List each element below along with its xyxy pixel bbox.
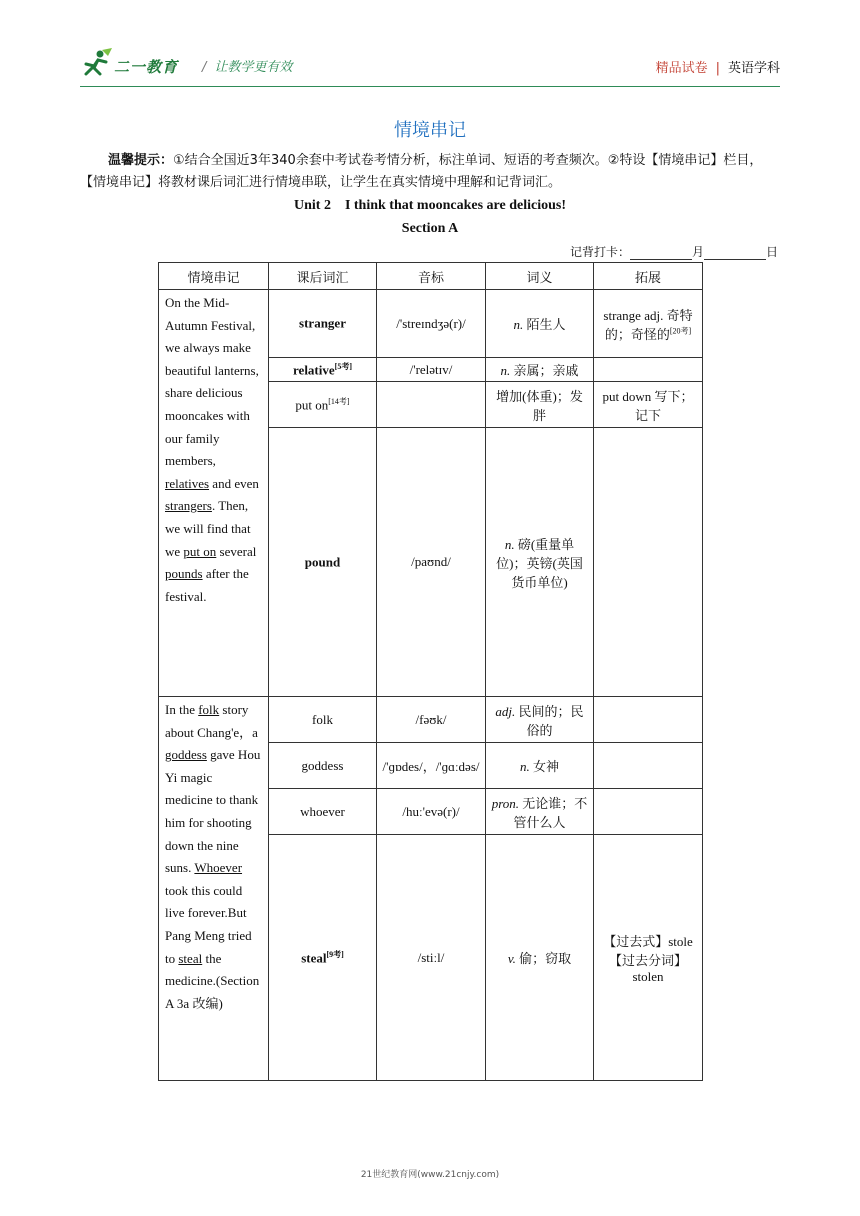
word-cell: steal[9考]: [269, 835, 377, 1081]
table-header-row: [159, 263, 703, 290]
extension-cell: [594, 358, 703, 382]
page-title: 情境串记: [394, 120, 466, 141]
word-cell: pound: [269, 428, 377, 697]
word-cell: relative[5考]: [269, 358, 377, 382]
table-row: [159, 290, 703, 358]
header-cell: 课后词汇: [269, 263, 377, 290]
meaning-cell: 增加(体重)；发胖: [486, 382, 594, 428]
tag-left: 精品试卷: [655, 61, 708, 76]
month-label: 月: [691, 245, 704, 259]
meaning-cell: n. 亲属；亲戚: [486, 358, 594, 382]
phonetic-cell: /huː'evə(r)/: [377, 789, 486, 835]
extension-cell: [594, 428, 703, 697]
meaning-cell: n. 女神: [486, 743, 594, 789]
header-cell: 音标: [377, 263, 486, 290]
word-cell: stranger: [269, 290, 377, 358]
extension-cell: [594, 697, 703, 743]
word-cell: whoever: [269, 789, 377, 835]
tip-label: 温馨提示：: [108, 153, 174, 168]
tip-text: ①结合全国近3年340余套中考试卷考情分析，标注单词、短语的考查频次。②特设【情境串记】栏目，【情境串记】将教材课后词汇进行情境串联，让学生在真实情境中理解和记背词汇。: [80, 153, 763, 190]
page-header: [80, 48, 780, 84]
story-cell-2: In the folk story about Chang'e，a goddess gave Hou Yi magic medicine to thank him for shooting down the nine suns. Whoever took this could live forever.But Pang Meng tried to steal the medicine.(Section A 3a 改编): [159, 697, 269, 1081]
month-blank[interactable]: [630, 247, 692, 260]
unit-title: Unit 2 I think that mooncakes are delicious!: [294, 198, 566, 213]
phonetic-cell: /'ɡɒdes/，/'ɡɑːdəs/: [377, 743, 486, 789]
runner-logo-icon: [80, 48, 114, 78]
logo-text: 二一教育: [114, 58, 179, 76]
day-blank[interactable]: [704, 247, 766, 260]
meaning-cell: n. 陌生人: [486, 290, 594, 358]
slogan: / 让教学更有效: [202, 60, 293, 75]
slogan-text: 让教学更有效: [214, 60, 293, 75]
word-cell: put on[14考]: [269, 382, 377, 428]
phonetic-cell: [377, 382, 486, 428]
day-label: 日: [765, 245, 778, 259]
header-divider: [80, 86, 780, 87]
vocab-table: [158, 262, 703, 1081]
checkin-label: 记背打卡：: [569, 245, 630, 259]
phonetic-cell: /fəʊk/: [377, 697, 486, 743]
header-cell: 拓展: [594, 263, 703, 290]
extension-cell: put down 写下；记下: [594, 382, 703, 428]
logo: [80, 48, 190, 80]
meaning-cell: pron. 无论谁；不管什么人: [486, 789, 594, 835]
tip-paragraph: [80, 150, 780, 194]
phonetic-cell: /'streɪndʒə(r)/: [377, 290, 486, 358]
table-row: [159, 697, 703, 743]
extension-cell: 【过去式】stole 【过去分词】stolen: [594, 835, 703, 1081]
word-cell: folk: [269, 697, 377, 743]
extension-cell: strange adj. 奇特的；奇怪的[20考]: [594, 290, 703, 358]
header-tags: 精品试卷 | 英语学科: [655, 61, 780, 76]
extension-cell: [594, 789, 703, 835]
section-title: Section A: [401, 221, 459, 236]
phonetic-cell: /'relətɪv/: [377, 358, 486, 382]
meaning-cell: adj. 民间的；民俗的: [486, 697, 594, 743]
header-cell: 情境串记: [159, 263, 269, 290]
phonetic-cell: /stiːl/: [377, 835, 486, 1081]
extension-cell: [594, 743, 703, 789]
meaning-cell: n. 磅(重量单位)；英镑(英国货币单位): [486, 428, 594, 697]
footer: 21世纪教育网(www.21cnjy.com): [360, 1170, 500, 1180]
checkin-line: [570, 243, 778, 260]
phonetic-cell: /paʊnd/: [377, 428, 486, 697]
meaning-cell: v. 偷；窃取: [486, 835, 594, 1081]
word-cell: goddess: [269, 743, 377, 789]
header-cell: 词义: [486, 263, 594, 290]
tag-right: 英语学科: [727, 61, 780, 76]
story-cell-1: On the Mid-Autumn Festival, we always make beautiful lanterns, share delicious mooncakes with our family members, relatives and even strangers. Then, we will find that we put on several pounds after the festival.: [159, 290, 269, 697]
